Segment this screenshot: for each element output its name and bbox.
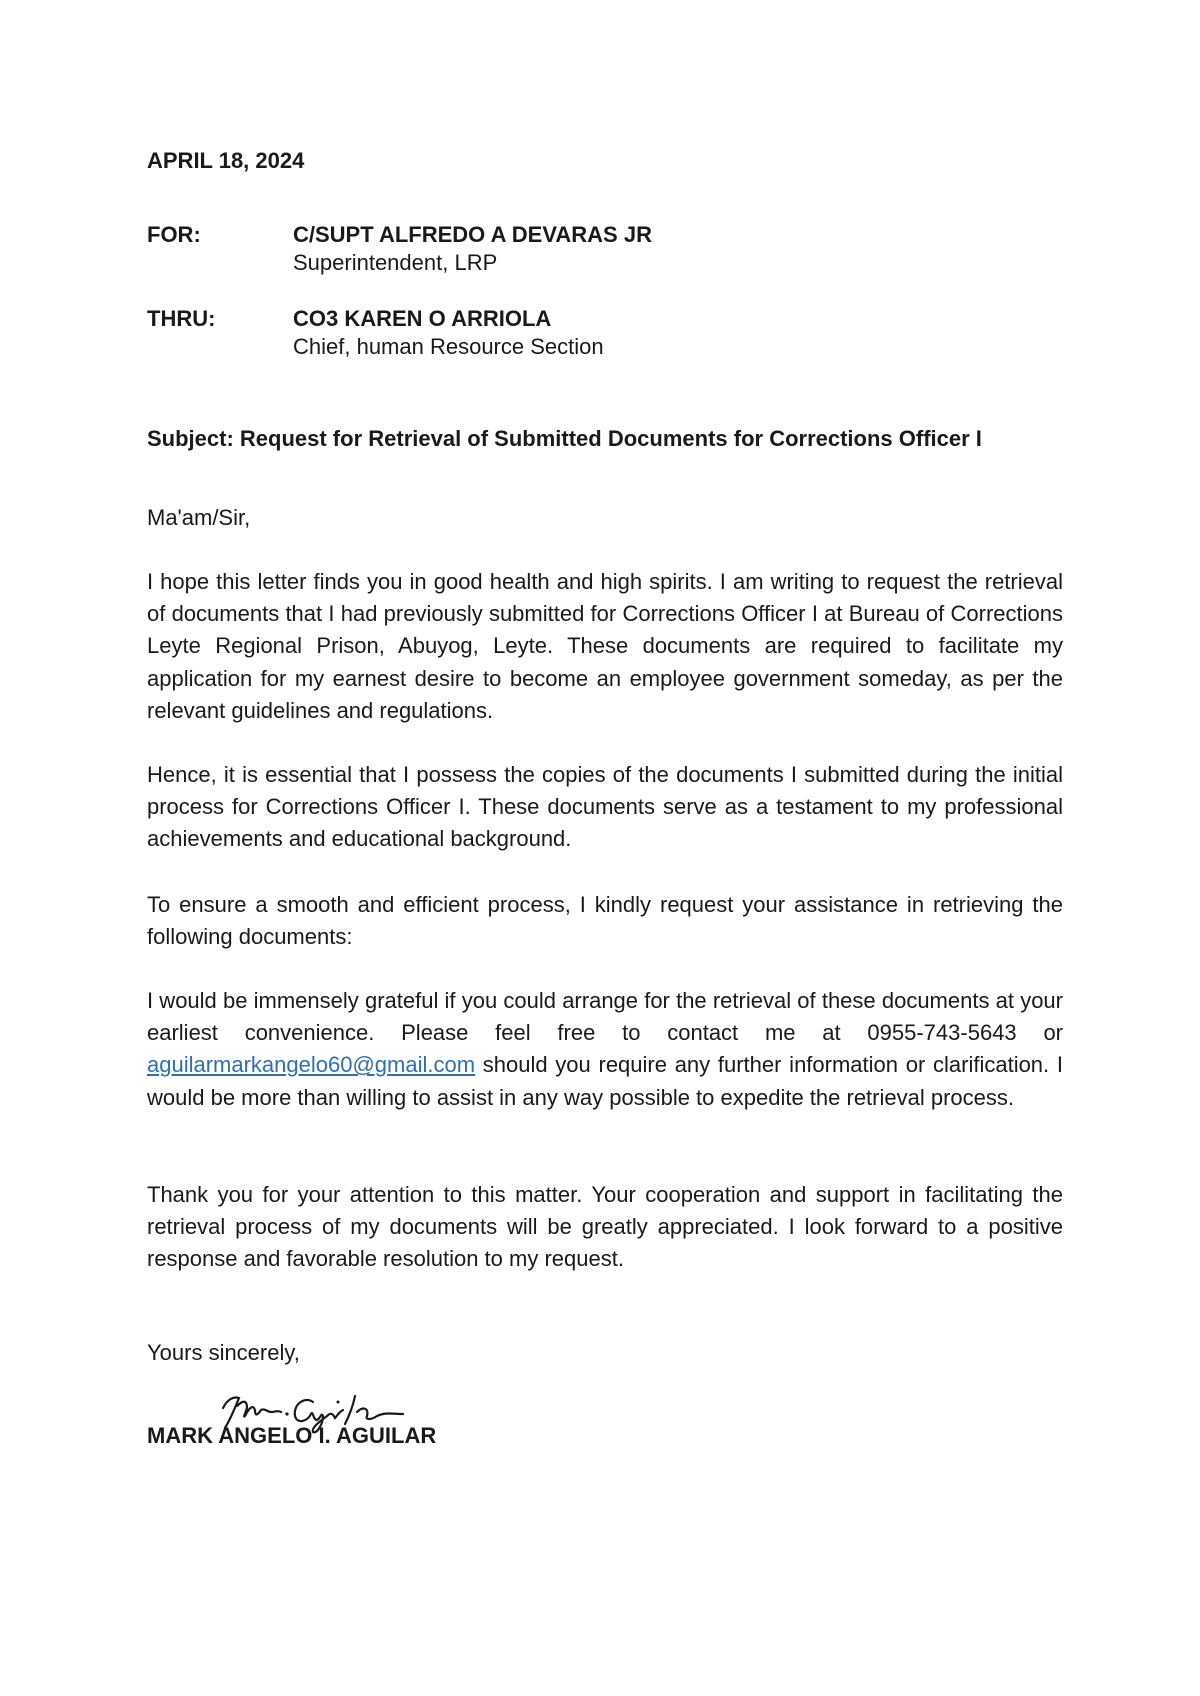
email-link[interactable]: aguilarmarkangelo60@gmail.com xyxy=(147,1052,476,1078)
subject-line: Subject: Request for Retrieval of Submitted Documents for Corrections Officer I xyxy=(147,426,982,451)
salutation: Ma'am/Sir, xyxy=(147,505,251,530)
for-label: FOR: xyxy=(147,222,201,247)
thru-recipient-title: Chief, human Resource Section xyxy=(293,334,604,359)
paragraph-intro: I hope this letter finds you in good health and high spirits. I am writing to request the retrieval of documents that I had previously submitted for Corrections Officer I at Bureau of Corrections Leyte Regional Prison, Abuyog, Leyte. These documents are required to facilitate my application for my earnest desire to become an employee government someday, as per the relevant guidelines and regulations. xyxy=(147,569,1063,723)
contact-text-before: I would be immensely grateful if you could arrange for the retrieval of these documents at your earliest convenience. Please feel free to contact me at 0955-743-5643 or xyxy=(147,988,1063,1046)
contact-text-after: should you require any further information or clarification. I would be more than willing to assist in any way possible to expedite the retrieval process. xyxy=(147,1052,1063,1110)
thru-recipient-name: CO3 KAREN O ARRIOLA xyxy=(293,306,552,331)
for-recipient-name: C/SUPT ALFREDO A DEVARAS JR xyxy=(293,222,652,247)
letter-page xyxy=(147,0,1063,1696)
for-recipient-title: Superintendent, LRP xyxy=(293,250,498,275)
signer-name: MARK ANGELO I. AGUILAR xyxy=(147,1423,437,1448)
letter-date: APRIL 18, 2024 xyxy=(147,148,305,173)
paragraph-thanks: Thank you for your attention to this matter. Your cooperation and support in facilitating the retrieval process of my documents will be greatly appreciated. I look forward to a positive response and favorable resolution to my request. xyxy=(147,1182,1063,1272)
paragraph-contact xyxy=(147,985,1063,1114)
closing-line: Yours sincerely, xyxy=(147,1340,300,1365)
paragraph-essential: Hence, it is essential that I possess the copies of the documents I submitted during the initial process for Corrections Officer I. These documents serve as a testament to my professional achievements and educational background. xyxy=(147,762,1063,852)
thru-label: THRU: xyxy=(147,306,216,331)
paragraph-request: To ensure a smooth and efficient process, I kindly request your assistance in retrieving the following documents: xyxy=(147,892,1063,950)
